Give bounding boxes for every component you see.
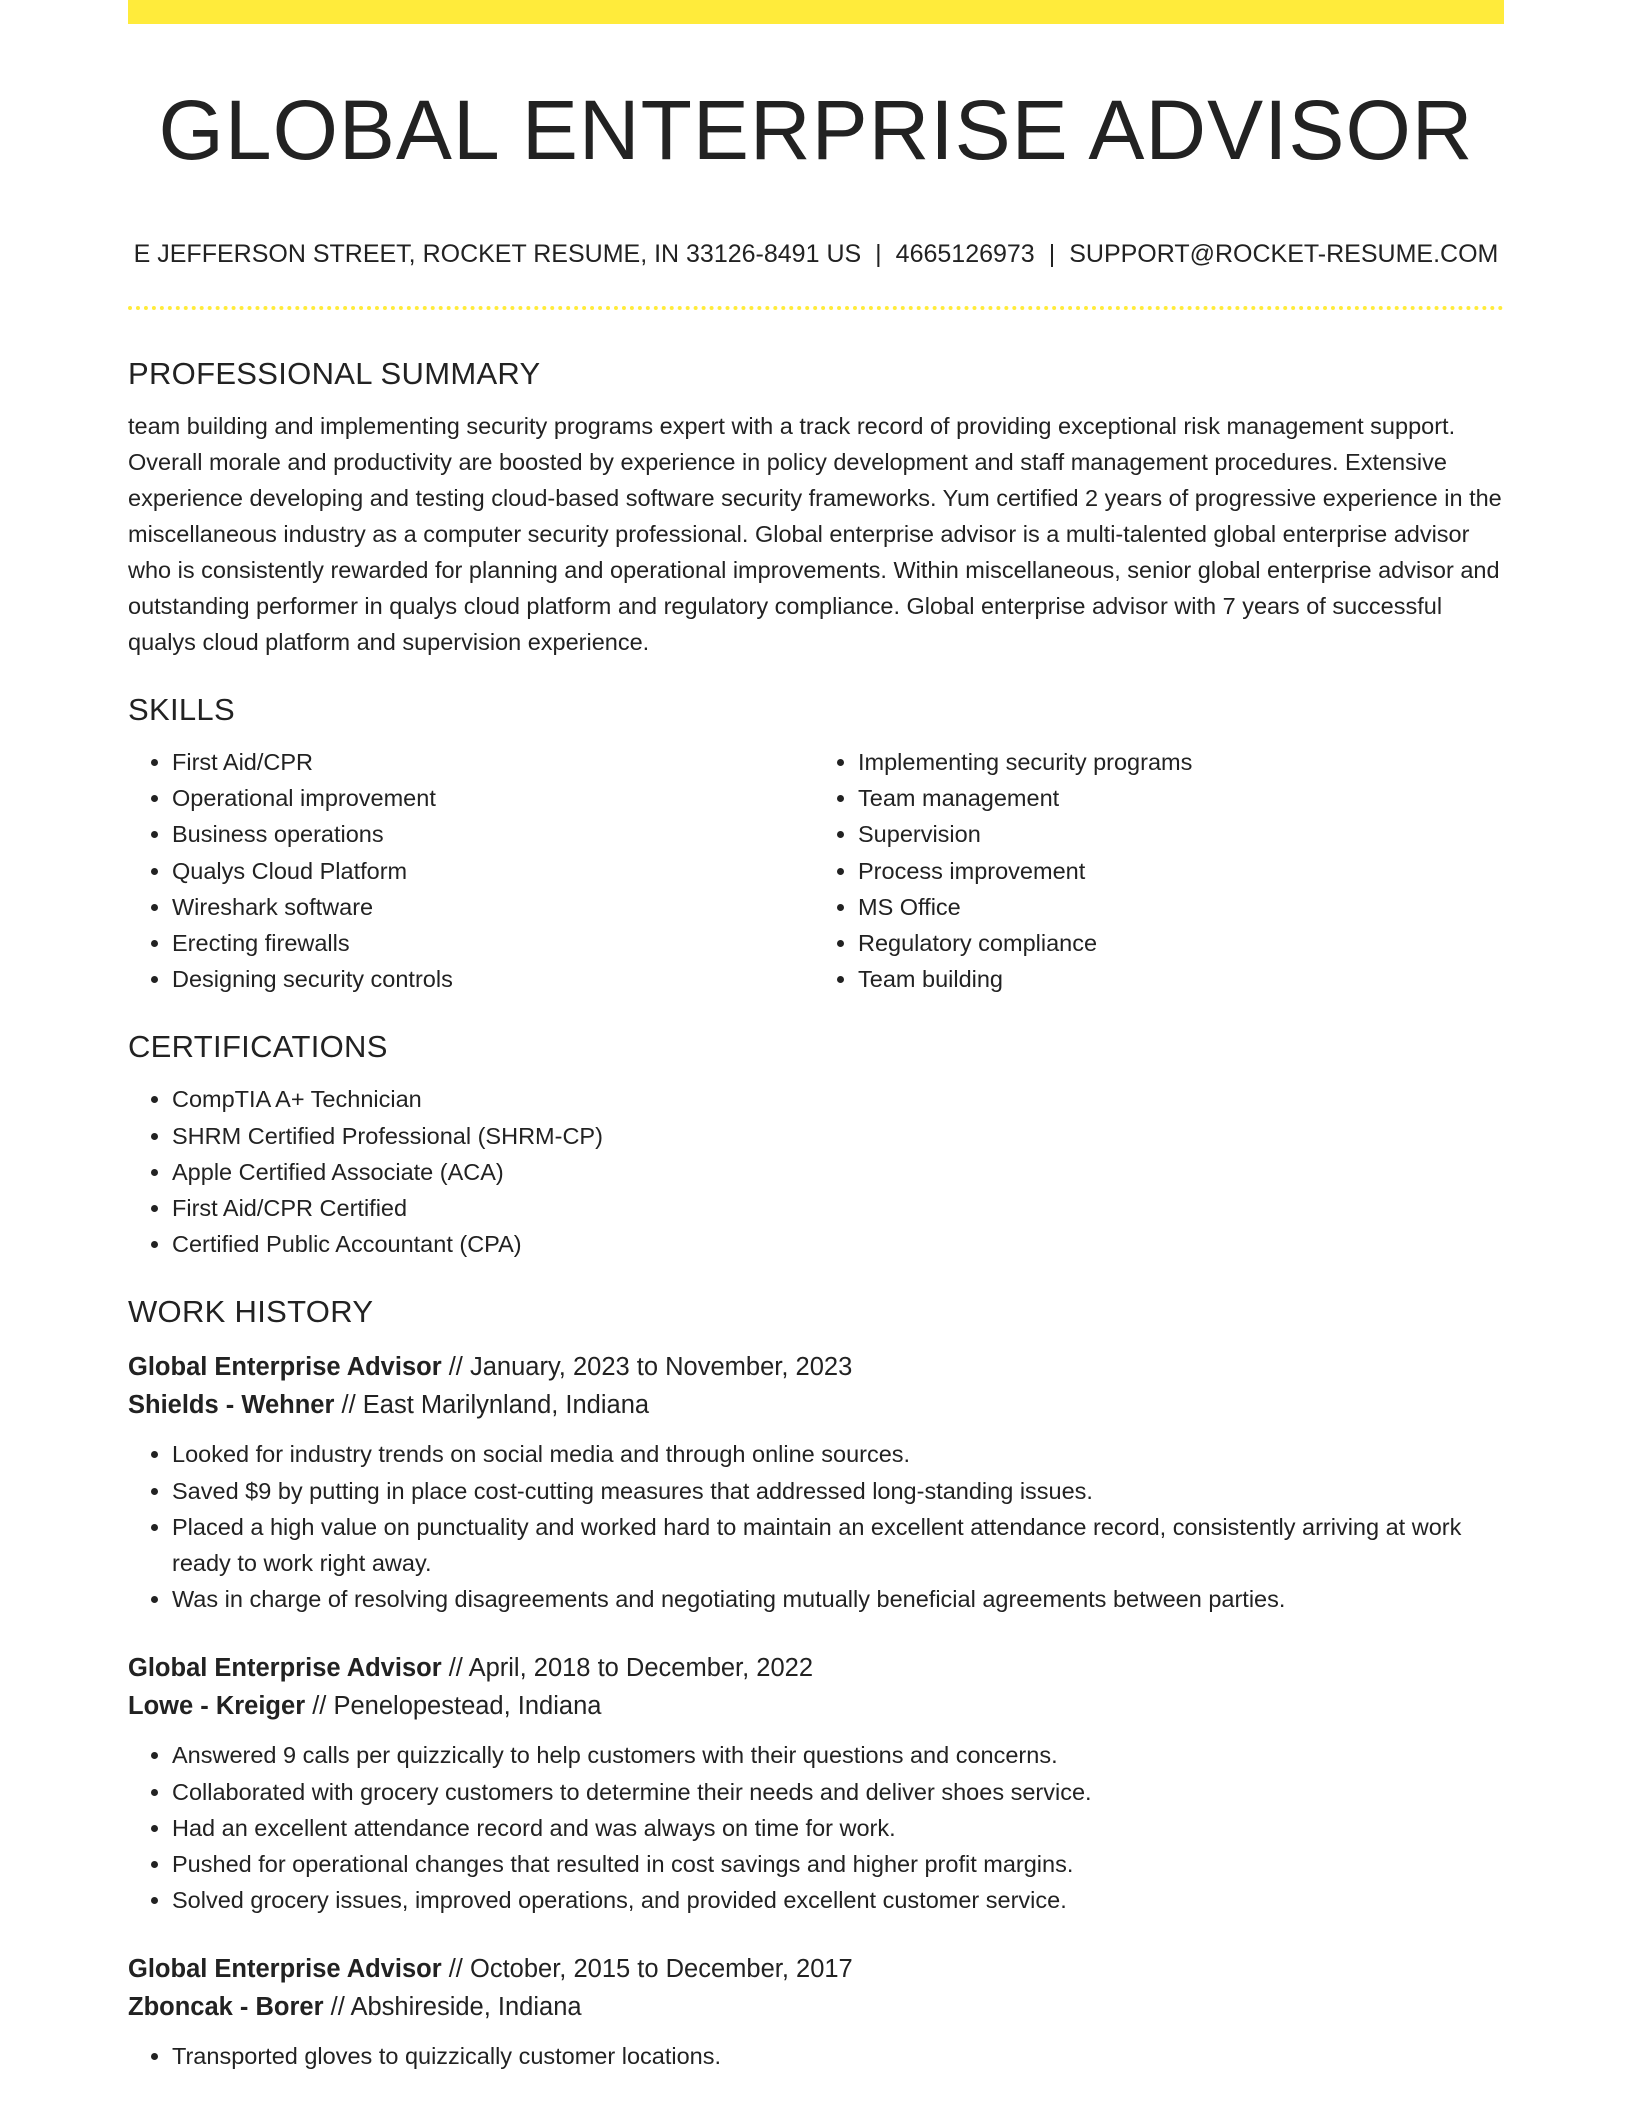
- job-bullet: • Answered 9 calls per quizzically to help customers with their questions and concerns.: [172, 1737, 1504, 1773]
- skill-item: • Designing security controls: [172, 961, 806, 997]
- job-bullet: • Transported gloves to quizzically customer locations.: [172, 2038, 1504, 2074]
- job-bullet: • Pushed for operational changes that resulted in cost savings and higher profit margins.: [172, 1846, 1504, 1882]
- skills-grid: [128, 732, 1504, 997]
- job-location: Penelopestead, Indiana: [333, 1692, 602, 1721]
- work-history-heading: WORK HISTORY: [128, 1294, 374, 1330]
- certification-item: • CompTIA A+ Technician: [172, 1081, 1504, 1117]
- job-title-line: [128, 1649, 1504, 1687]
- job-bullet: • Collaborated with grocery customers to determine their needs and deliver shoes service.: [172, 1774, 1504, 1810]
- contact-line: [128, 236, 1504, 272]
- skills-section: [128, 688, 1504, 997]
- contact-separator: |: [875, 240, 882, 268]
- certifications-heading: CERTIFICATIONS: [128, 1029, 388, 1065]
- job-bullet: • Solved grocery issues, improved operations, and provided excellent customer service.: [172, 1882, 1504, 1918]
- job-bullet: • Saved $9 by putting in place cost-cutting measures that addressed long-standing issues.: [172, 1473, 1504, 1509]
- certification-item: • Certified Public Accountant (CPA): [172, 1226, 1504, 1262]
- contact-phone: 4665126973: [895, 240, 1035, 268]
- job-bullets: [128, 1436, 1504, 1617]
- resume-content: [128, 352, 1504, 2075]
- skill-item: • Supervision: [858, 816, 1448, 852]
- skills-right-list: [814, 744, 1448, 997]
- work-history-section: [128, 1290, 1504, 2074]
- contact-address: E JEFFERSON STREET, ROCKET RESUME, IN 33126-8491 US: [133, 240, 862, 268]
- job-title-line: [128, 1348, 1504, 1386]
- contact-separator: |: [1048, 240, 1056, 268]
- skill-item: • Team building: [858, 961, 1448, 997]
- certifications-section: [128, 1025, 1504, 1262]
- job-title: Global Enterprise Advisor: [128, 1955, 442, 1984]
- skill-item: • First Aid/CPR: [172, 744, 806, 780]
- certification-item: • SHRM Certified Professional (SHRM-CP): [172, 1118, 1504, 1154]
- job-company-line: [128, 1386, 1504, 1424]
- job-company: Zboncak - Borer: [128, 1993, 324, 2022]
- certification-item: • First Aid/CPR Certified: [172, 1190, 1504, 1226]
- job-bullet: • Was in charge of resolving disagreements and negotiating mutually beneficial agreements between parties.: [172, 1581, 1504, 1617]
- skills-left-list: [128, 744, 806, 997]
- job-title-line: [128, 1950, 1504, 1988]
- job-company: Shields - Wehner: [128, 1391, 335, 1420]
- job-separator: //: [441, 1353, 470, 1382]
- summary-heading: PROFESSIONAL SUMMARY: [128, 356, 541, 391]
- skill-item: • Business operations: [172, 816, 806, 852]
- skill-item: • Operational improvement: [172, 780, 806, 816]
- summary-section: [128, 352, 1504, 660]
- job-company-line: [128, 1687, 1504, 1725]
- job-separator: //: [323, 1993, 351, 2022]
- job-title: Global Enterprise Advisor: [128, 1353, 442, 1382]
- job-entry: [128, 1348, 1504, 1617]
- job-location: East Marilynland, Indiana: [362, 1391, 650, 1420]
- job-dates: October, 2015 to December, 2017: [469, 1955, 853, 1984]
- job-separator: //: [334, 1391, 363, 1420]
- skill-item: • MS Office: [858, 889, 1448, 925]
- resume-name: GLOBAL ENTERPRISE ADVISOR: [158, 83, 1474, 177]
- skill-item: • Team management: [858, 780, 1448, 816]
- job-bullet: • Looked for industry trends on social media and through online sources.: [172, 1436, 1504, 1472]
- certification-item: • Apple Certified Associate (ACA): [172, 1154, 1504, 1190]
- skill-item: • Implementing security programs: [858, 744, 1448, 780]
- skill-item: • Wireshark software: [172, 889, 806, 925]
- skill-item: • Regulatory compliance: [858, 925, 1448, 961]
- skills-heading: SKILLS: [128, 692, 235, 727]
- skill-item: • Process improvement: [858, 853, 1448, 889]
- summary-text: team building and implementing security programs expert with a track record of providing exceptional risk management support. Overall morale and productivity are boosted by experience in policy development and staff management procedures. Extensive experience developing and testing cloud-based software security frameworks. Yum certified 2 years of progressive experience in the miscellaneous industry as a computer security professional. Global enterprise advisor is a multi-talented global enterprise advisor who is consistently rewarded for planning and operational improvements. Within miscellaneous, senior global enterprise advisor and outstanding performer in qualys cloud platform and regulatory compliance. Global enterprise advisor with 7 years of successful qualys cloud platform and supervision experience.: [128, 413, 1502, 655]
- accent-bar: [128, 0, 1504, 24]
- job-dates: January, 2023 to November, 2023: [469, 1353, 853, 1382]
- skill-item: • Qualys Cloud Platform: [172, 853, 806, 889]
- job-location: Abshireside, Indiana: [350, 1993, 582, 2022]
- job-title: Global Enterprise Advisor: [128, 1654, 442, 1683]
- job-bullet: • Placed a high value on punctuality and worked hard to maintain an excellent attendance record, consistently arriving at work ready to work right away.: [172, 1509, 1504, 1581]
- job-bullets: [128, 2038, 1504, 2074]
- job-company: Lowe - Kreiger: [128, 1692, 306, 1721]
- job-company-line: [128, 1988, 1504, 2026]
- job-entry: [128, 1649, 1504, 1918]
- contact-email: SUPPORT@ROCKET-RESUME.COM: [1069, 240, 1499, 268]
- job-bullets: [128, 1737, 1504, 1918]
- job-separator: //: [305, 1692, 334, 1721]
- job-separator: //: [441, 1654, 469, 1683]
- job-dates: April, 2018 to December, 2022: [468, 1654, 814, 1683]
- job-separator: //: [441, 1955, 470, 1984]
- skill-item: • Erecting firewalls: [172, 925, 806, 961]
- certifications-list: [128, 1081, 1504, 1262]
- job-bullet: • Had an excellent attendance record and was always on time for work.: [172, 1810, 1504, 1846]
- dotted-divider: [128, 306, 1504, 310]
- job-entry: [128, 1950, 1504, 2074]
